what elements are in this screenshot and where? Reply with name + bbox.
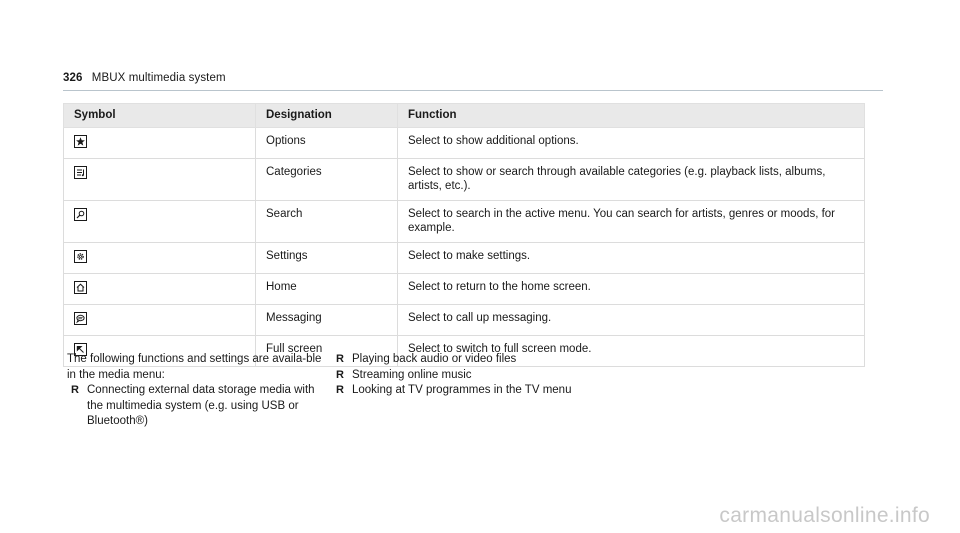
symbol-cell <box>64 274 256 305</box>
watermark: carmanualsonline.info <box>719 504 930 527</box>
bullet-glyph: R <box>71 384 79 396</box>
column-header-symbol: Symbol <box>64 104 256 128</box>
message-icon <box>74 312 87 325</box>
body-column-right <box>332 352 592 399</box>
bullet-glyph: R <box>336 353 344 365</box>
table-header-row <box>64 104 865 128</box>
function-cell: Select to show additional options. <box>398 128 865 159</box>
page-title: MBUX multimedia system <box>91 72 226 84</box>
symbol-cell <box>64 128 256 159</box>
function-cell: Select to call up messaging. <box>398 305 865 336</box>
bullet-glyph: R <box>336 384 344 396</box>
designation-cell: Messaging <box>256 305 398 336</box>
function-cell: Select to show or search through available categories (e.g. playback lists, albums, artists, etc.). <box>398 159 865 201</box>
star-icon <box>74 135 87 148</box>
symbol-cell <box>64 305 256 336</box>
table-row <box>64 305 865 336</box>
table-row <box>64 243 865 274</box>
home-icon <box>74 281 87 294</box>
table-row <box>64 201 865 243</box>
list-item-text: Streaming online music <box>352 368 472 381</box>
header-rule <box>63 90 883 91</box>
designation-cell: Options <box>256 128 398 159</box>
symbol-cell <box>64 159 256 201</box>
list-item <box>67 383 327 430</box>
table-row <box>64 128 865 159</box>
body-column-left <box>67 352 327 430</box>
designation-cell: Settings <box>256 243 398 274</box>
table-row <box>64 159 865 201</box>
symbol-cell <box>64 201 256 243</box>
symbol-table <box>63 103 865 367</box>
function-cell: Select to switch to full screen mode. <box>398 336 865 367</box>
function-cell: Select to return to the home screen. <box>398 274 865 305</box>
list-item-text: Looking at TV programmes in the TV menu <box>352 384 572 396</box>
intro-paragraph: The following functions and settings are availa-ble in the media menu: <box>67 353 322 381</box>
designation-cell: Full screen <box>256 336 398 367</box>
function-cell: Select to make settings. <box>398 243 865 274</box>
categories-list-icon <box>74 166 87 179</box>
designation-cell: Search <box>256 201 398 243</box>
search-icon <box>74 208 87 221</box>
column-header-designation: Designation <box>256 104 398 128</box>
list-item <box>332 352 592 368</box>
list-item <box>332 368 592 384</box>
designation-cell: Categories <box>256 159 398 201</box>
bullet-glyph: R <box>336 368 344 381</box>
page-header <box>63 72 226 84</box>
table-row <box>64 274 865 305</box>
function-cell: Select to search in the active menu. You can search for artists, genres or moods, for example. <box>398 201 865 243</box>
column-header-function: Function <box>398 104 865 128</box>
list-item-text: Connecting external data storage media with the multimedia system (e.g. using USB or Bluetooth®) <box>87 384 315 427</box>
designation-cell: Home <box>256 274 398 305</box>
list-item <box>332 383 592 399</box>
symbol-cell <box>64 243 256 274</box>
page-number: 326 <box>63 72 83 84</box>
gear-icon <box>74 250 87 263</box>
list-item-text: Playing back audio or video files <box>352 353 517 365</box>
